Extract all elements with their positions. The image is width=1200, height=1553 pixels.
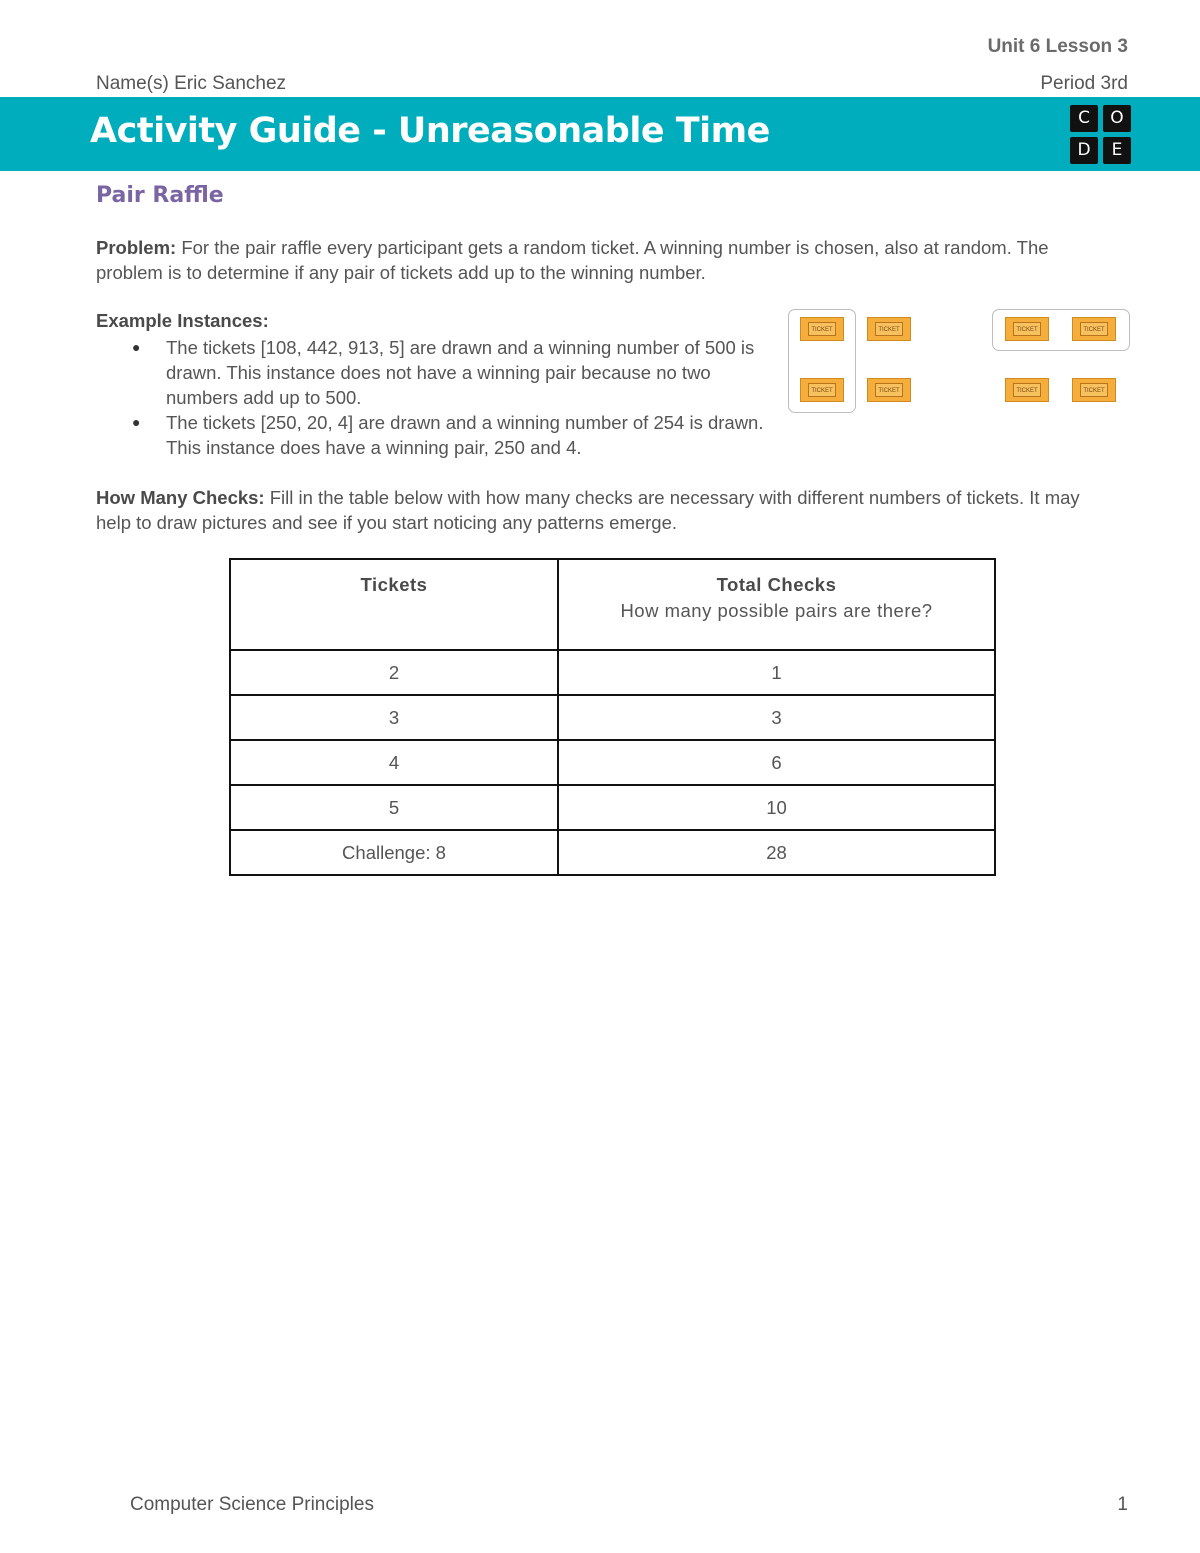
tickets-cell[interactable]: 3 xyxy=(230,695,558,740)
table-row xyxy=(230,785,995,830)
checks-cell[interactable]: 1 xyxy=(558,650,995,695)
table-row xyxy=(230,695,995,740)
ticket-pairs-illustration xyxy=(786,306,1136,416)
ticket-icon: TICKET xyxy=(1005,378,1049,402)
ticket-icon: TICKET xyxy=(800,317,844,341)
checks-text: Fill in the table below with how many checks are necessary with different numbers of tickets. It may help to draw pictures and see if you start noticing any patterns emerge. xyxy=(96,487,1080,533)
logo-letter-c: C xyxy=(1070,105,1098,132)
logo-letter-e: E xyxy=(1103,137,1131,164)
problem-text: For the pair raffle every participant gets a random ticket. A winning number is chosen, also at random. The problem is to determine if any pair of tickets add up to the winning number. xyxy=(96,237,1049,283)
tickets-cell[interactable]: 2 xyxy=(230,650,558,695)
checks-table xyxy=(229,558,996,876)
ticket-icon: TICKET xyxy=(867,378,911,402)
example-item: The tickets [250, 20, 4] are drawn and a winning number of 254 is drawn. This instance does have a winning pair, 250 and 4. xyxy=(166,412,764,458)
page-title: Activity Guide - Unreasonable Time xyxy=(90,111,770,151)
period-line: Period 3rd xyxy=(1040,73,1128,94)
ticket-icon: TICKET xyxy=(1005,317,1049,341)
table-row xyxy=(230,830,995,875)
ticket-icon: TICKET xyxy=(867,317,911,341)
checks-cell[interactable]: 6 xyxy=(558,740,995,785)
examples-label: Example Instances: xyxy=(96,310,269,331)
tickets-header: Tickets xyxy=(230,559,558,650)
checks-label: How Many Checks: xyxy=(96,487,265,508)
table-header-row xyxy=(230,559,995,650)
code-logo xyxy=(1070,105,1134,165)
table-row xyxy=(230,740,995,785)
tickets-cell[interactable]: 4 xyxy=(230,740,558,785)
checks-cell[interactable]: 10 xyxy=(558,785,995,830)
bullet-icon: ● xyxy=(132,339,141,355)
section-title: Pair Raffle xyxy=(96,183,224,208)
bullet-icon: ● xyxy=(132,414,141,430)
problem-label: Problem: xyxy=(96,237,177,258)
total-checks-header: Total Checks How many possible pairs are there? xyxy=(558,559,995,650)
ticket-icon: TICKET xyxy=(800,378,844,402)
total-checks-subheader: How many possible pairs are there? xyxy=(620,600,933,621)
page-number: 1 xyxy=(1117,1494,1128,1515)
footer-course: Computer Science Principles xyxy=(130,1494,374,1515)
checks-cell[interactable]: 3 xyxy=(558,695,995,740)
problem-paragraph xyxy=(96,235,1116,285)
logo-letter-o: O xyxy=(1103,105,1131,132)
table-row xyxy=(230,650,995,695)
name-line: Name(s) Eric Sanchez xyxy=(96,73,287,94)
title-banner xyxy=(0,97,1200,171)
example-item: The tickets [108, 442, 913, 5] are drawn and a winning number of 500 is drawn. This instance does not have a winning pair because no two numbers add up to 500. xyxy=(166,337,755,408)
unit-lesson-label: Unit 6 Lesson 3 xyxy=(987,36,1128,57)
tickets-cell[interactable]: Challenge: 8 xyxy=(230,830,558,875)
checks-paragraph xyxy=(96,485,1116,535)
tickets-cell[interactable]: 5 xyxy=(230,785,558,830)
logo-letter-d: D xyxy=(1070,137,1098,164)
ticket-icon: TICKET xyxy=(1072,317,1116,341)
checks-cell[interactable]: 28 xyxy=(558,830,995,875)
ticket-icon: TICKET xyxy=(1072,378,1116,402)
